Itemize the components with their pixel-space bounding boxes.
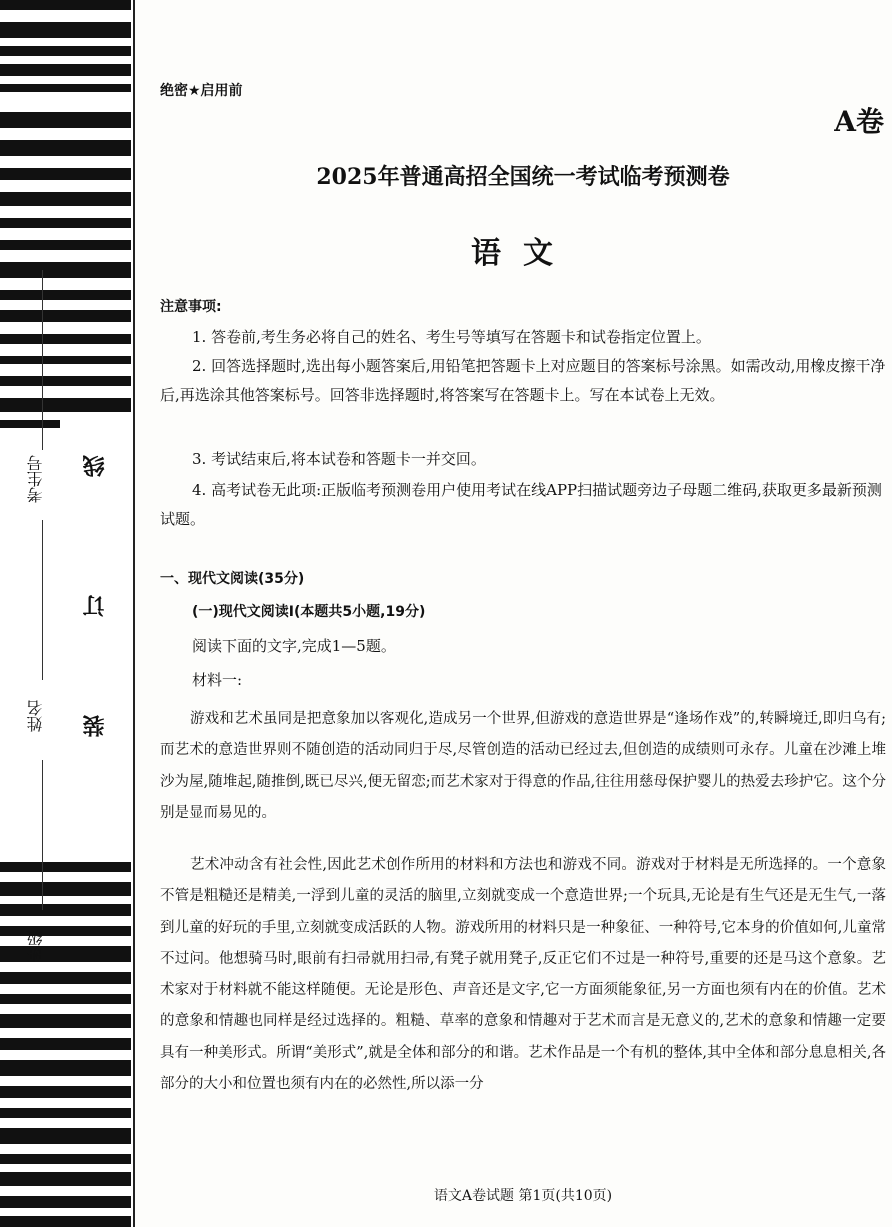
reading-paragraph: 艺术冲动含有社会性,因此艺术创作所用的材料和方法也和游戏不同。游戏对于材料是无所选择的。一个意象不管是粗糙还是精美,一浮到儿童的灵活的脑里,立刻就变成一个意造世界;一个玩具,无论是有生气还是无生气,一落到儿童的好玩的手里,立刻就变成活跃的人物。游戏所用的材料只是一种象征、一种符号,它本身的价值如何,儿童常不过问。他想骑马时,眼前有扫帚就用扫帚,有凳子就用凳子,反正它们不过是一种符号,重要的还是马这个意象。艺术家对于材料就不能这样随便。无论是形色、声音还是文字,它一方面须能象征,另一方面也须有内在的价值。艺术的意象和情趣也同样是经过选择的。粗糙、草率的意象和情趣对于艺术而言是无意义的,艺术的意象和情趣一定要具有一种美形式。所谓“美形式”,就是全体和部分的和谐。艺术作品是一个有机的整体,其中全体和部分息息相关,各部分的大小和位置也须有内在的必然性,所以添一分 <box>160 857 886 1093</box>
instruction-text: 阅读下面的文字,完成1—5题。 <box>192 637 396 655</box>
paper-version: A卷 <box>834 105 884 138</box>
material-label: 材料一: <box>192 671 243 689</box>
reading-paragraph: 游戏和艺术虽同是把意象加以客观化,造成另一个世界,但游戏的意造世界是“逢场作戏”的,转瞬境迁,即归乌有;而艺术的意造世界则不随创造的活动同归于尽,尽管创造的活动已经过去,但创造的成绩则可永存。儿童在沙滩上堆沙为屋,随堆起,随推倒,既已尽兴,便无留恋;而艺术家对于得意的作品,往往用慈母保护婴儿的热爱去珍护它。这个分别是显而易见的。 <box>160 711 886 821</box>
binding-xian: 线 <box>83 455 108 477</box>
binding-margin <box>0 0 135 1227</box>
subject-title: 语文 <box>471 236 575 271</box>
name-label: 姓名 <box>26 700 45 732</box>
note-item: 1. 答卷前,考生务必将自己的姓名、考生号等填写在答题卡和试卷指定位置上。 <box>192 328 711 346</box>
exam-title: 2025年普通高招全国统一考试临考预测卷 <box>316 164 730 190</box>
note-item: 3. 考试结束后,将本试卷和答题卡一并交回。 <box>192 450 486 468</box>
note-item: 4. 高考试卷无此项:正版临考预测卷用户使用考试在线APP扫描试题旁边子母题二维码,获取更多最新预测试题。 <box>160 481 882 528</box>
confidential-mark: 绝密★启用前 <box>160 83 243 99</box>
exam-number-label: 考生号 <box>26 455 45 503</box>
notes-heading: 注意事项: <box>160 299 222 315</box>
binding-zhuang: 装 <box>83 715 108 737</box>
binding-ding: 订 <box>83 595 108 617</box>
note-item: 2. 回答选择题时,选出每小题答案后,用铅笔把答题卡上对应题目的答案标号涂黑。如需改动,用橡皮擦干净后,再选涂其他答案标号。回答非选择题时,将答案写在答题卡上。写在本试卷上无效。 <box>160 357 886 404</box>
class-label: 班级 <box>26 930 45 962</box>
section-heading: 一、现代文阅读(35分) <box>160 571 305 587</box>
page-footer: 语文A卷试题 第1页(共10页) <box>433 1188 613 1204</box>
subsection-heading: (一)现代文阅读Ⅰ(本题共5小题,19分) <box>192 604 426 620</box>
